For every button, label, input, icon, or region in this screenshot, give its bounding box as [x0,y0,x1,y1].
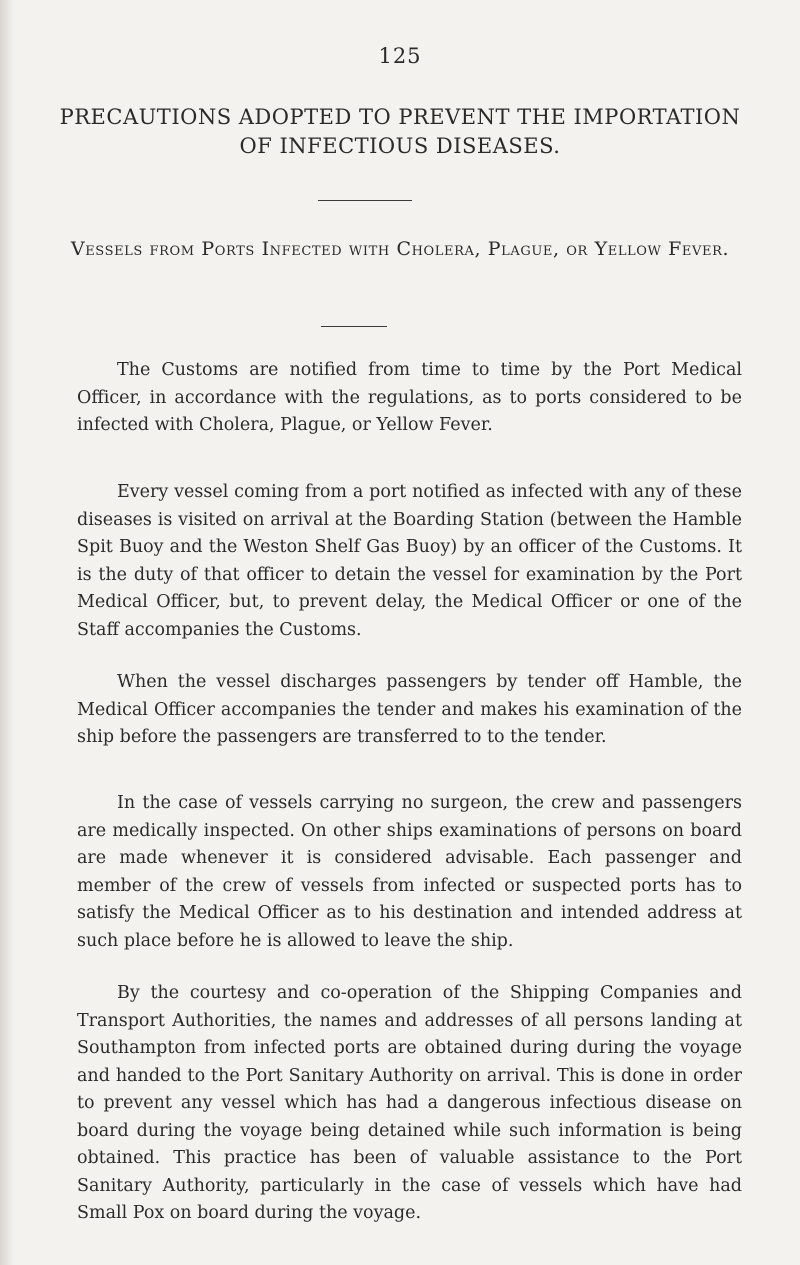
paragraph: When the vessel discharges passengers by tender off Hamble, the Medical Officer accompanies the tender and makes his examination of the ship before the passengers are transferred to to the tender. [77,672,742,747]
divider-rule [321,326,387,327]
paragraph: Every vessel coming from a port notified as infected with any of these diseases is visited on arrival at the Boarding Station (between the Hamble Spit Buoy and the Weston Shelf Gas Buoy) by an officer of the Customs. It is the duty of that officer to detain the vessel for examination by the Port Medical Officer, but, to prevent delay, the Medical Officer or one of the Staff accompanies the Customs. [77,482,742,640]
paragraph: In the case of vessels carrying no surgeon, the crew and passengers are medically inspected. On other ships examinations of persons on board are made whenever it is considered advisable. Each passenger and member of the crew of vessels from infected or suspected ports has to satisfy the Medical Officer as to his destination and intended address at such place before he is allowed to leave the ship. [77,793,742,951]
section-heading: Vessels from Ports Infected with Cholera, Plague, or Yellow Fever. [70,238,730,260]
page-title: PRECAUTIONS ADOPTED TO PREVENT THE IMPORTATION OF INFECTIOUS DISEASES. [59,105,741,158]
divider-rule [318,200,412,201]
page-gutter-shadow [0,0,14,1265]
page-number: 125 [378,44,422,68]
paragraph: By the courtesy and co-operation of the Shipping Companies and Transport Authorities, the names and addresses of all persons landing at Southampton from infected ports are obtained during during the voyage and handed to the Port Sanitary Authority on arrival. This is done in order to prevent any vessel which has had a dangerous infectious disease on board during the voyage being detained while such information is being obtained. This practice has been of valuable assistance to the Port Sanitary Authority, particularly in the case of vessels which have had Small Pox on board during the voyage. [77,983,742,1223]
paragraph: The Customs are notified from time to time by the Port Medical Officer, in accordance with the regulations, as to ports considered to be infected with Cholera, Plague, or Yellow Fever. [77,360,742,435]
